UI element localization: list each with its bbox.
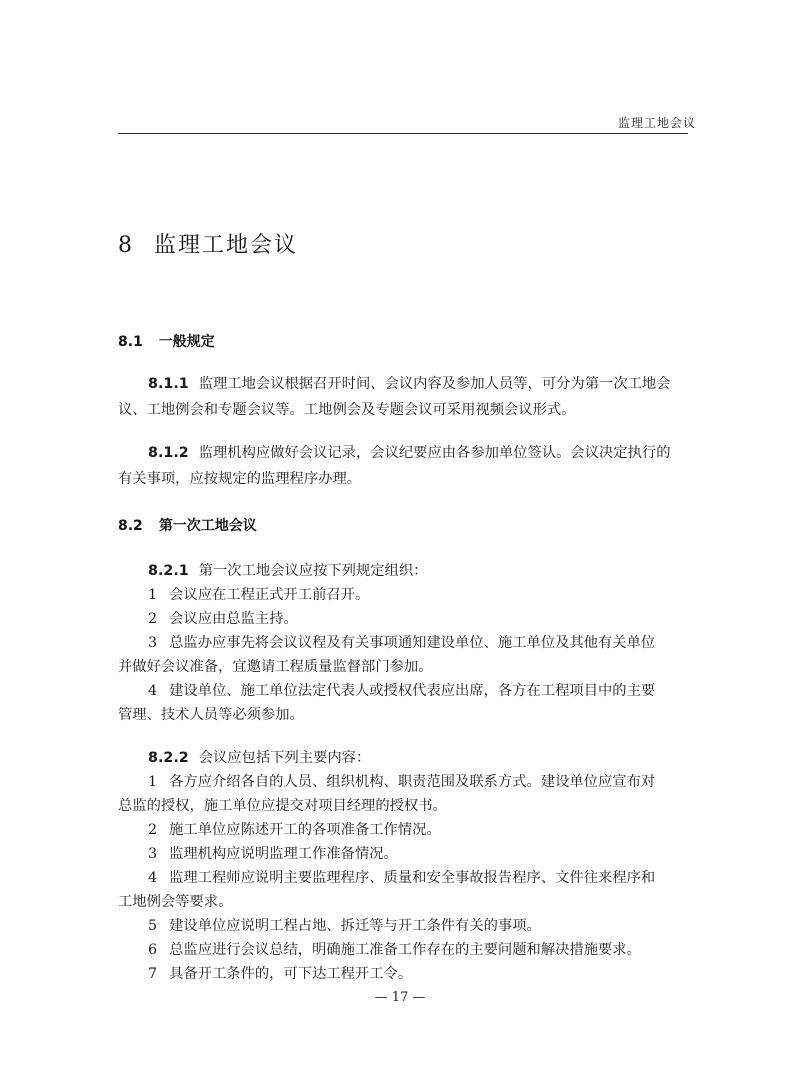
clause-number: 8.1.1 (148, 376, 189, 392)
chapter-number: 8 (118, 233, 134, 258)
item-number: 1 (148, 587, 158, 603)
clause-8-1-1-line-2: 议、工地例会和专题会议等。工地例会及专题会议可采用视频会议形式。 (118, 402, 576, 418)
item-text: 各方应介绍各自的人员、组织机构、职责范围及联系方式。建设单位应宣布对 (169, 774, 656, 790)
clause-8-1-2-line-1 (148, 443, 671, 463)
list-item (148, 585, 369, 605)
item-text: 监理机构应说明监理工作准备情况。 (169, 846, 398, 862)
section-title: 第一次工地会议 (158, 518, 257, 534)
list-item (148, 844, 398, 864)
item-number: 4 (148, 870, 158, 886)
clause-text: 第一次工地会议应按下列规定组织： (198, 563, 428, 579)
chapter-title-text: 监理工地会议 (154, 233, 299, 258)
header-rule (118, 133, 688, 134)
list-item (148, 820, 441, 840)
clause-number: 8.1.2 (148, 445, 189, 461)
item-number: 3 (148, 846, 158, 862)
item-number: 5 (148, 918, 158, 934)
clause-text: 监理机构应做好会议记录，会议纪要应由各参加单位签认。会议决定执行的 (198, 445, 671, 461)
clause-8-1-1-line-1 (148, 374, 671, 394)
item-number: 1 (148, 774, 158, 790)
item-number: 4 (148, 683, 158, 699)
list-item-continuation: 总监的授权，施工单位应提交对项目经理的授权书。 (118, 798, 447, 814)
item-text: 监理工程师应说明主要监理程序、质量和安全事故报告程序、文件往来程序和 (169, 870, 656, 886)
item-text: 施工单位应陈述开工的各项准备工作情况。 (169, 822, 441, 838)
chapter-title (118, 228, 298, 259)
section-number: 8.2 (118, 518, 143, 534)
section-title: 一般规定 (158, 334, 215, 350)
item-number: 7 (148, 966, 158, 982)
section-heading-8-1 (118, 331, 215, 351)
item-text: 建设单位、施工单位法定代表人或授权代表应出席，各方在工程项目中的主要 (169, 683, 656, 699)
clause-8-1-2-line-2: 有关事项，应按规定的监理程序办理。 (118, 471, 362, 487)
item-text: 建设单位应说明工程占地、拆迁等与开工条件有关的事项。 (169, 918, 541, 934)
item-number: 2 (148, 611, 158, 627)
list-item (148, 681, 655, 701)
section-heading-8-2 (118, 515, 257, 535)
list-item (148, 940, 641, 960)
list-item-continuation: 管理、技术人员等必须参加。 (118, 707, 304, 723)
list-item-continuation: 工地例会等要求。 (118, 894, 233, 910)
list-item (148, 772, 655, 792)
clause-text: 监理工地会议根据召开时间、会议内容及参加人员等，可分为第一次工地会 (198, 376, 671, 392)
item-text: 会议应在工程正式开工前召开。 (169, 587, 370, 603)
running-header: 监理工地会议 (617, 116, 696, 130)
item-number: 3 (148, 635, 158, 651)
list-item (148, 964, 412, 984)
item-text: 总监应进行会议总结，明确施工准备工作存在的主要问题和解决措施要求。 (169, 942, 641, 958)
clause-number: 8.2.2 (148, 750, 189, 766)
section-number: 8.1 (118, 334, 143, 350)
clause-8-2-2-intro (148, 748, 370, 768)
item-number: 2 (148, 822, 158, 838)
list-item (148, 868, 655, 888)
item-number: 6 (148, 942, 158, 958)
list-item (148, 916, 541, 936)
item-text: 具备开工条件的，可下达工程开工令。 (169, 966, 413, 982)
list-item (148, 609, 298, 629)
page-number: — 17 — (374, 990, 426, 1005)
clause-text: 会议应包括下列主要内容： (198, 750, 371, 766)
item-text: 会议应由总监主持。 (169, 611, 298, 627)
list-item (148, 633, 655, 653)
clause-8-2-1-intro (148, 561, 427, 581)
clause-number: 8.2.1 (148, 563, 189, 579)
list-item-continuation: 并做好会议准备，宜邀请工程质量监督部门参加。 (118, 659, 433, 675)
item-text: 总监办应事先将会议议程及有关事项通知建设单位、施工单位及其他有关单位 (169, 635, 656, 651)
